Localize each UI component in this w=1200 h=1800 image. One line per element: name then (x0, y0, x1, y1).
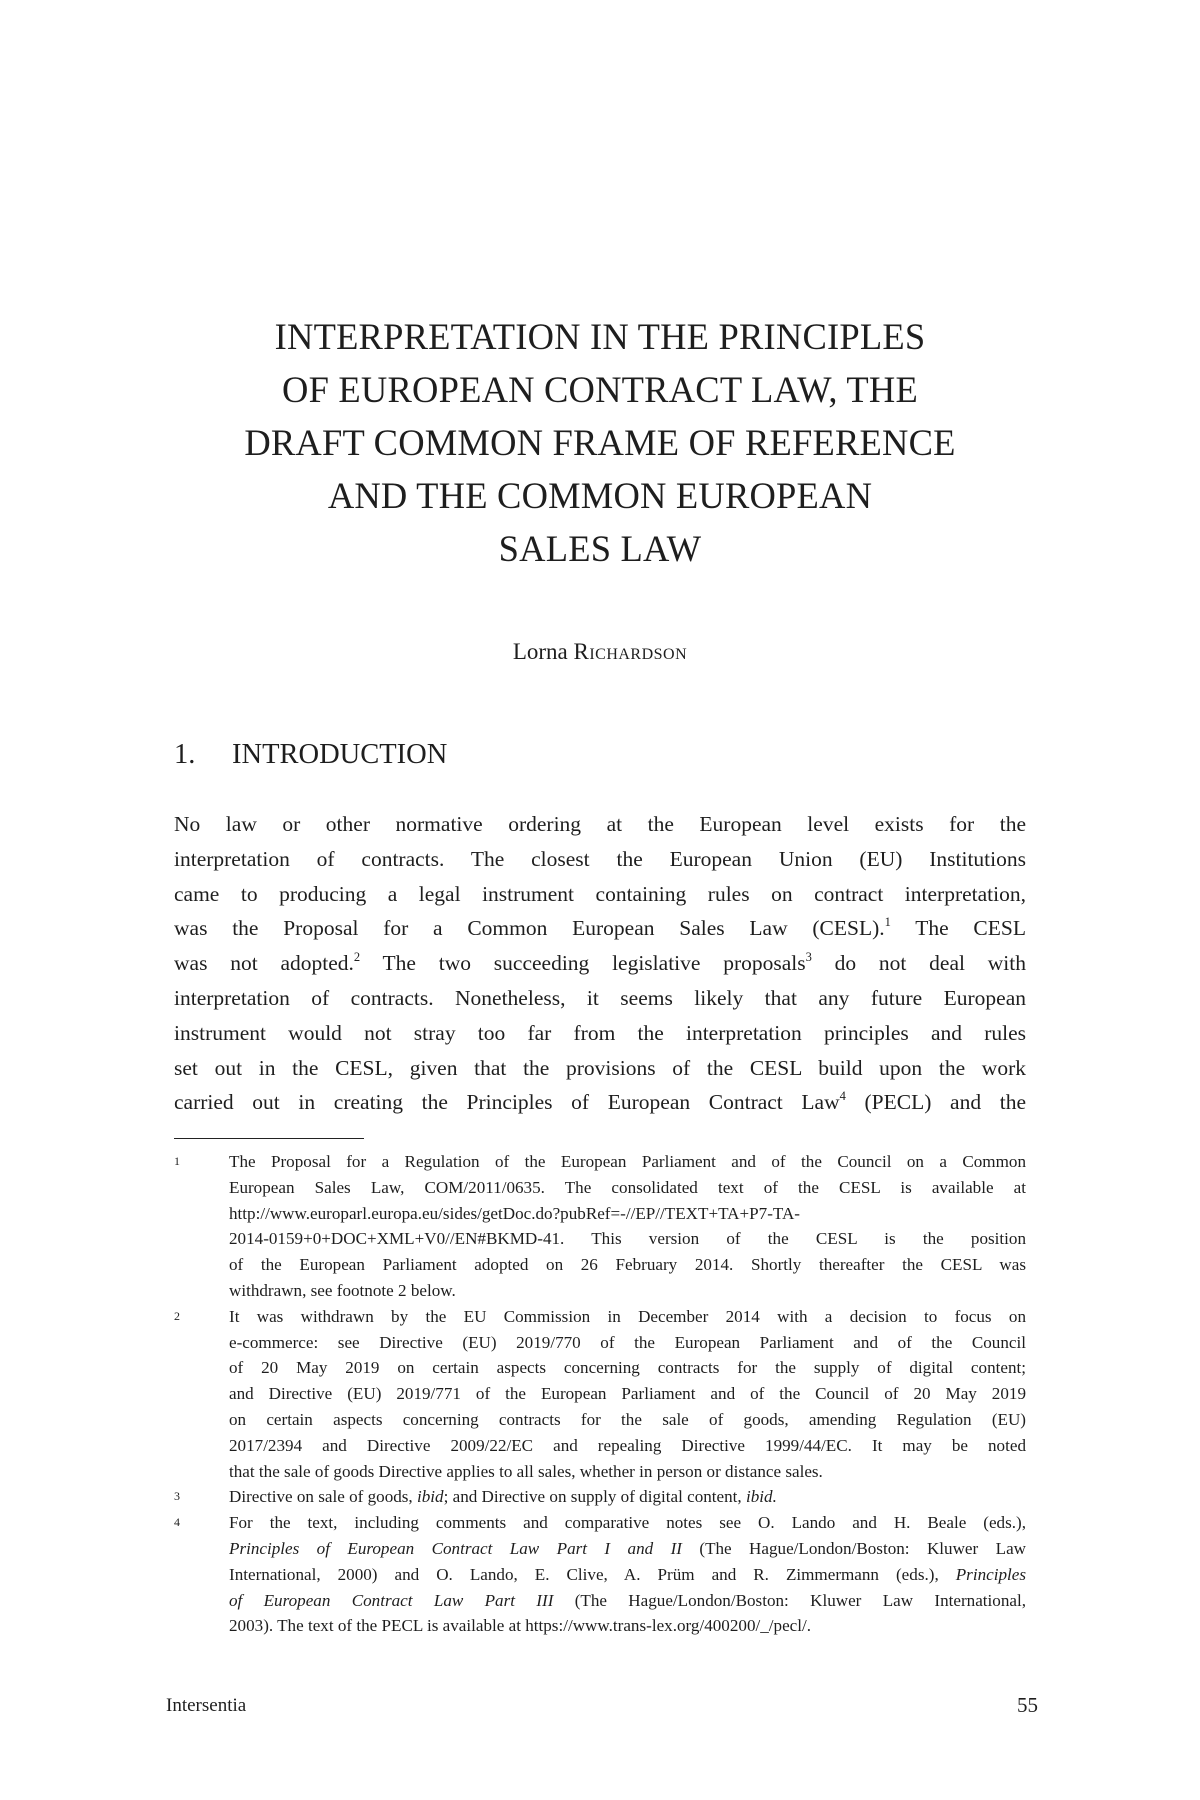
body-line: set out in the CESL, given that the provisions of the CESL build upon the work (174, 1055, 1026, 1080)
body-line: interpretation of contracts. Nonetheless, it seems likely that any future European (174, 985, 1026, 1010)
footnote-line (229, 1588, 1026, 1614)
footnote-italic: Principles (955, 1564, 1026, 1584)
footnote-number: 4 (174, 1515, 180, 1530)
body-line (174, 946, 1026, 981)
section-heading (174, 737, 1034, 773)
footnote-line (229, 1484, 1026, 1510)
footnote-line: that the sale of goods Directive applies to all sales, whether in person or distance sales. (229, 1461, 823, 1481)
section-number: 1. (174, 739, 196, 770)
footnote-text-segment: (The Hague/London/Boston: Kluwer Law International, (553, 1590, 1026, 1610)
body-text-segment: The CESL (890, 916, 1026, 941)
footnote-text-segment: Directive on sale of goods, (229, 1487, 417, 1507)
footnote-line: For the text, including comments and comparative notes see O. Lando and H. Beale (eds.), (229, 1513, 1026, 1533)
footnote-line: of the European Parliament adopted on 26 February 2014. Shortly thereafter the CESL was (229, 1255, 1026, 1275)
body-text-segment: do not deal with (811, 951, 1026, 976)
footnote-line: 2003). The text of the PECL is available at https://www.trans-lex.org/400200/_/pecl/. (229, 1616, 812, 1636)
footnote-ref-2[interactable]: 2 (353, 950, 361, 965)
footnote-number: 3 (174, 1489, 180, 1504)
body-text-segment: The two succeeding legislative proposals (360, 951, 806, 976)
footnote-italic: of European Contract Law Part III (229, 1590, 554, 1610)
footnote-line: of 20 May 2019 on certain aspects concerning contracts for the supply of digital content; (229, 1358, 1026, 1378)
title-line: SALES LAW (498, 528, 702, 569)
footnote-italic: Principles of European Contract Law Part I and II (229, 1538, 682, 1558)
footnote-line: on certain aspects concerning contracts for the sale of goods, amending Regulation (EU) (229, 1409, 1026, 1429)
body-line: No law or other normative ordering at the European level exists for the (174, 812, 1026, 836)
footnote-4 (174, 1510, 1026, 1639)
footnotes (174, 1149, 1026, 1639)
body-text-segment: carried out in creating the Principles of European Contract Law (174, 1090, 840, 1115)
footnote-text-segment: International, 2000) and O. Lando, E. Clive, A. Prüm and R. Zimmermann (eds.), (229, 1564, 956, 1584)
body-text-segment: was the Proposal for a Common European Sales Law (CESL). (174, 916, 885, 941)
body-line: came to producing a legal instrument containing rules on contract interpretation, (174, 881, 1026, 906)
author-last-name: Richardson (573, 639, 688, 664)
body-text-segment: was not adopted. (174, 951, 354, 976)
body-line: interpretation of contracts. The closest the European Union (EU) Institutions (174, 846, 1026, 871)
publisher-name: Intersentia (166, 1695, 247, 1716)
footnote-ref-4[interactable]: 4 (839, 1089, 846, 1104)
author-name (150, 637, 1050, 667)
body-line (174, 911, 1026, 946)
title-line: OF EUROPEAN CONTRACT LAW, THE (282, 369, 918, 410)
footnote-separator (174, 1138, 364, 1139)
footnote-text-segment: ; and Directive on supply of digital content, (443, 1487, 746, 1507)
section-title: INTRODUCTION (232, 739, 448, 770)
footnote-line: withdrawn, see footnote 2 below. (229, 1280, 456, 1300)
footnote-line: It was withdrawn by the EU Commission in December 2014 with a decision to focus on (229, 1306, 1026, 1326)
footnote-line (229, 1562, 1026, 1588)
footnote-number: 2 (174, 1308, 180, 1323)
footnote-italic: ibid. (745, 1487, 777, 1507)
footnote-line: and Directive (EU) 2019/771 of the European Parliament and of the Council of 20 May 2019 (229, 1384, 1026, 1404)
body-line (174, 1085, 1026, 1120)
footnote-ref-3[interactable]: 3 (805, 950, 812, 965)
footnote-line: e-commerce: see Directive (EU) 2019/770 of the European Parliament and of the Council (229, 1332, 1026, 1352)
body-text-segment: (PECL) and the (845, 1090, 1026, 1115)
footnote-ref-1[interactable]: 1 (884, 915, 891, 930)
title-line: AND THE COMMON EUROPEAN (327, 475, 873, 516)
page-number: 55 (1017, 1693, 1038, 1717)
footnote-number: 1 (174, 1154, 180, 1168)
footnote-text-segment: (The Hague/London/Boston: Kluwer Law (681, 1538, 1026, 1558)
footnote-3 (174, 1484, 1026, 1510)
footnote-line: European Sales Law, COM/2011/0635. The consolidated text of the CESL is available at (229, 1177, 1026, 1197)
footnote-2 (174, 1304, 1026, 1485)
footnote-line (229, 1536, 1026, 1562)
chapter-title (150, 310, 1050, 575)
body-line: instrument would not stray too far from the interpretation principles and rules (174, 1020, 1026, 1045)
footnote-link[interactable]: http://www.europarl.europa.eu/sides/getDoc.do?pubRef=-//EP//TEXT+TA+P7-TA- (229, 1203, 800, 1223)
footnote-line: The Proposal for a Regulation of the European Parliament and of the Council on a Common (229, 1152, 1026, 1171)
footnote-italic: ibid (416, 1487, 444, 1507)
author-first-name: Lorna (512, 639, 568, 664)
footnote-1 (174, 1149, 1026, 1304)
title-line: DRAFT COMMON FRAME OF REFERENCE (244, 422, 956, 463)
footnote-line: 2014-0159+0+DOC+XML+V0//EN#BKMD-41. This version of the CESL is the position (229, 1229, 1026, 1249)
title-line: INTERPRETATION IN THE PRINCIPLES (274, 316, 926, 357)
footnote-line: 2017/2394 and Directive 2009/22/EC and repealing Directive 1999/44/EC. It may be noted (229, 1435, 1026, 1455)
body-paragraph (174, 807, 1026, 1120)
